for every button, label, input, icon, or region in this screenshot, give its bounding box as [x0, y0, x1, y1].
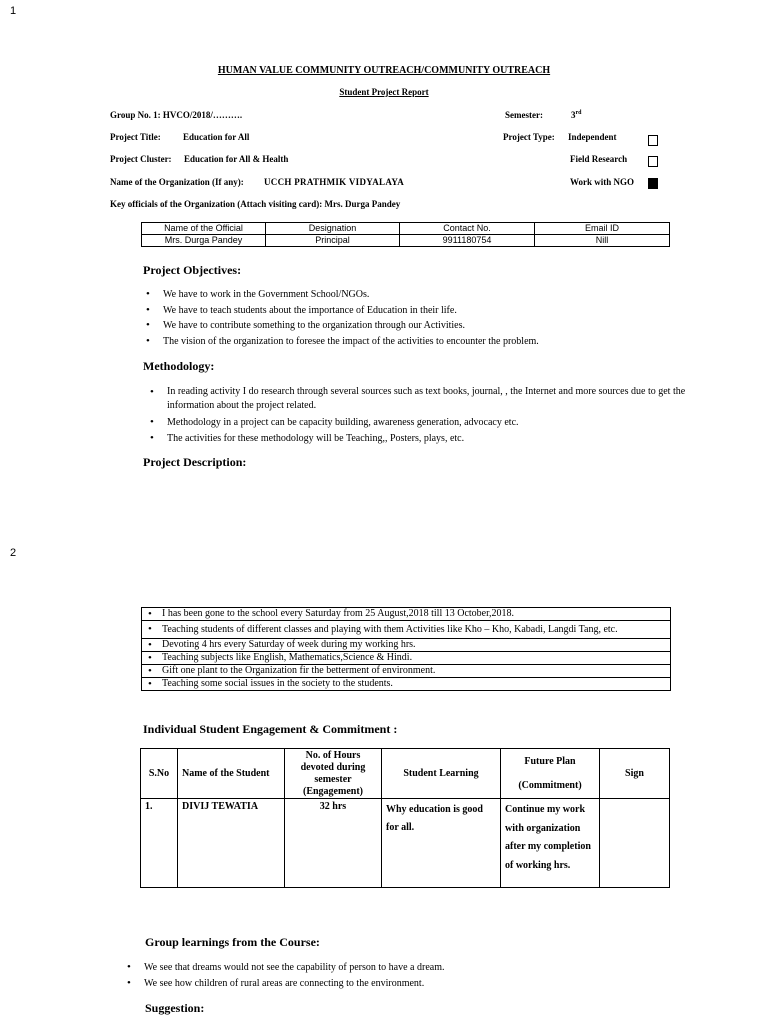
- table-row: [142, 235, 670, 247]
- group-learnings-list: [124, 960, 684, 991]
- table-cell: Principal: [266, 235, 400, 247]
- description-table: [141, 607, 671, 691]
- list-item: • I has been gone to the school every Saturday from 25 August,2018 till 13 October,2018.: [162, 608, 670, 620]
- table-row: [142, 639, 671, 652]
- list-item: • We see that dreams would not see the capability of person to have a dream.: [124, 960, 684, 976]
- table-cell: 32 hrs: [285, 799, 382, 888]
- table-header-cell: Name of the Official: [142, 223, 266, 235]
- organization-label: Name of the Organization (If any):: [110, 177, 244, 187]
- list-item: • We have to work in the Government School/NGOs.: [143, 287, 703, 303]
- table-header-cell: [501, 749, 600, 799]
- work-with-ngo-label: Work with NGO: [570, 177, 635, 187]
- page-number: 2: [10, 547, 17, 559]
- group-number: Group No. 1: HVCO/2018/……….: [110, 110, 243, 120]
- table-header-cell: Name of the Student: [178, 749, 285, 799]
- key-officials-label: Key officials of the Organization (Attach visiting card): Mrs. Durga Pandey: [110, 199, 401, 209]
- list-item: • We have to contribute something to the organization through our Activities.: [143, 318, 703, 334]
- table-cell: Why education is good for all.: [382, 799, 501, 888]
- engagement-heading: Individual Student Engagement & Commitment :: [143, 722, 398, 736]
- table-row: [142, 608, 671, 621]
- group-learnings-heading: Group learnings from the Course:: [145, 935, 320, 949]
- table-row: [142, 652, 671, 665]
- project-title-label: Project Title:: [110, 132, 161, 142]
- field-research-label: Field Research: [570, 154, 628, 164]
- objectives-list: [143, 287, 703, 349]
- table-header-cell: Student Learning: [382, 749, 501, 799]
- project-cluster-value: Education for All & Health: [184, 154, 289, 164]
- page-number: 1: [10, 5, 17, 17]
- project-type-value: Independent: [568, 132, 617, 142]
- objectives-heading: Project Objectives:: [143, 263, 242, 277]
- list-item: • Gift one plant to the Organization fir the betterment of environment.: [162, 665, 670, 677]
- commitment-header: (Commitment): [518, 779, 582, 791]
- work-with-ngo-checkbox[interactable]: [648, 178, 658, 189]
- table-header-cell: No. of Hours devoted during semester (Engagement): [285, 749, 382, 799]
- engagement-table-header: [141, 749, 670, 799]
- project-title-value: Education for All: [183, 132, 250, 142]
- list-item: • Devoting 4 hrs every Saturday of week during my working hrs.: [162, 639, 670, 651]
- list-item: • The activities for these methodology will be Teaching,, Posters, plays, etc.: [147, 431, 697, 447]
- table-cell: DIVIJ TEWATIA: [178, 799, 285, 888]
- table-header-cell: Email ID: [535, 223, 670, 235]
- document-title: HUMAN VALUE COMMUNITY OUTREACH/COMMUNITY OUTREACH: [217, 65, 551, 76]
- table-cell: 9911180754: [400, 235, 535, 247]
- table-header-cell: Contact No.: [400, 223, 535, 235]
- organization-value: UCCH PRATHMIK VIDYALAYA: [264, 177, 405, 187]
- document-subtitle: Student Project Report: [339, 87, 429, 97]
- methodology-list: [147, 385, 697, 446]
- table-header-cell: Designation: [266, 223, 400, 235]
- table-row: [141, 799, 670, 888]
- table-cell: Mrs. Durga Pandey: [142, 235, 266, 247]
- field-research-checkbox[interactable]: [648, 156, 658, 167]
- suggestion-heading: Suggestion:: [145, 1001, 205, 1015]
- list-item: • Teaching subjects like English, Mathematics,Science & Hindi.: [162, 652, 670, 664]
- methodology-heading: Methodology:: [143, 359, 215, 373]
- list-item: • We have to teach students about the importance of Education in their life.: [143, 303, 703, 319]
- table-header-cell: S.No: [141, 749, 178, 799]
- engagement-table: [140, 748, 670, 888]
- table-cell: 1.: [141, 799, 178, 888]
- future-plan-header: Future Plan: [524, 755, 576, 767]
- semester-value: 3rd: [571, 110, 582, 120]
- list-item: • We see how children of rural areas are connecting to the environment.: [124, 976, 684, 992]
- table-header-cell: Sign: [600, 749, 670, 799]
- list-item: • Teaching some social issues in the society to the students.: [162, 678, 670, 690]
- project-type-label: Project Type:: [503, 132, 555, 142]
- table-row: [142, 665, 671, 678]
- sign-cell[interactable]: [600, 799, 670, 888]
- table-cell: Nill: [535, 235, 670, 247]
- officials-table-header: [142, 223, 670, 235]
- table-cell: Continue my work with organization after my completion of working hrs.: [501, 799, 600, 888]
- officials-table: [141, 222, 670, 247]
- table-row: [142, 678, 671, 691]
- list-item: • The vision of the organization to foresee the impact of the activities to encounter the problem.: [143, 334, 703, 350]
- description-heading: Project Description:: [143, 455, 247, 469]
- list-item: • In reading activity I do research through several sources such as text books, journal, , the Internet and more sources due to get the information about the project related.: [147, 385, 697, 413]
- list-item: • Teaching students of different classes and playing with them Activities like Kho – Kho, Kabadi, Langdi Tang, etc.: [162, 621, 670, 638]
- project-cluster-label: Project Cluster:: [110, 154, 172, 164]
- list-item: • Methodology in a project can be capacity building, awareness generation, advocacy etc.: [147, 415, 697, 431]
- table-row: [142, 621, 671, 639]
- independent-checkbox[interactable]: [648, 135, 658, 146]
- semester-label: Semester:: [505, 110, 543, 120]
